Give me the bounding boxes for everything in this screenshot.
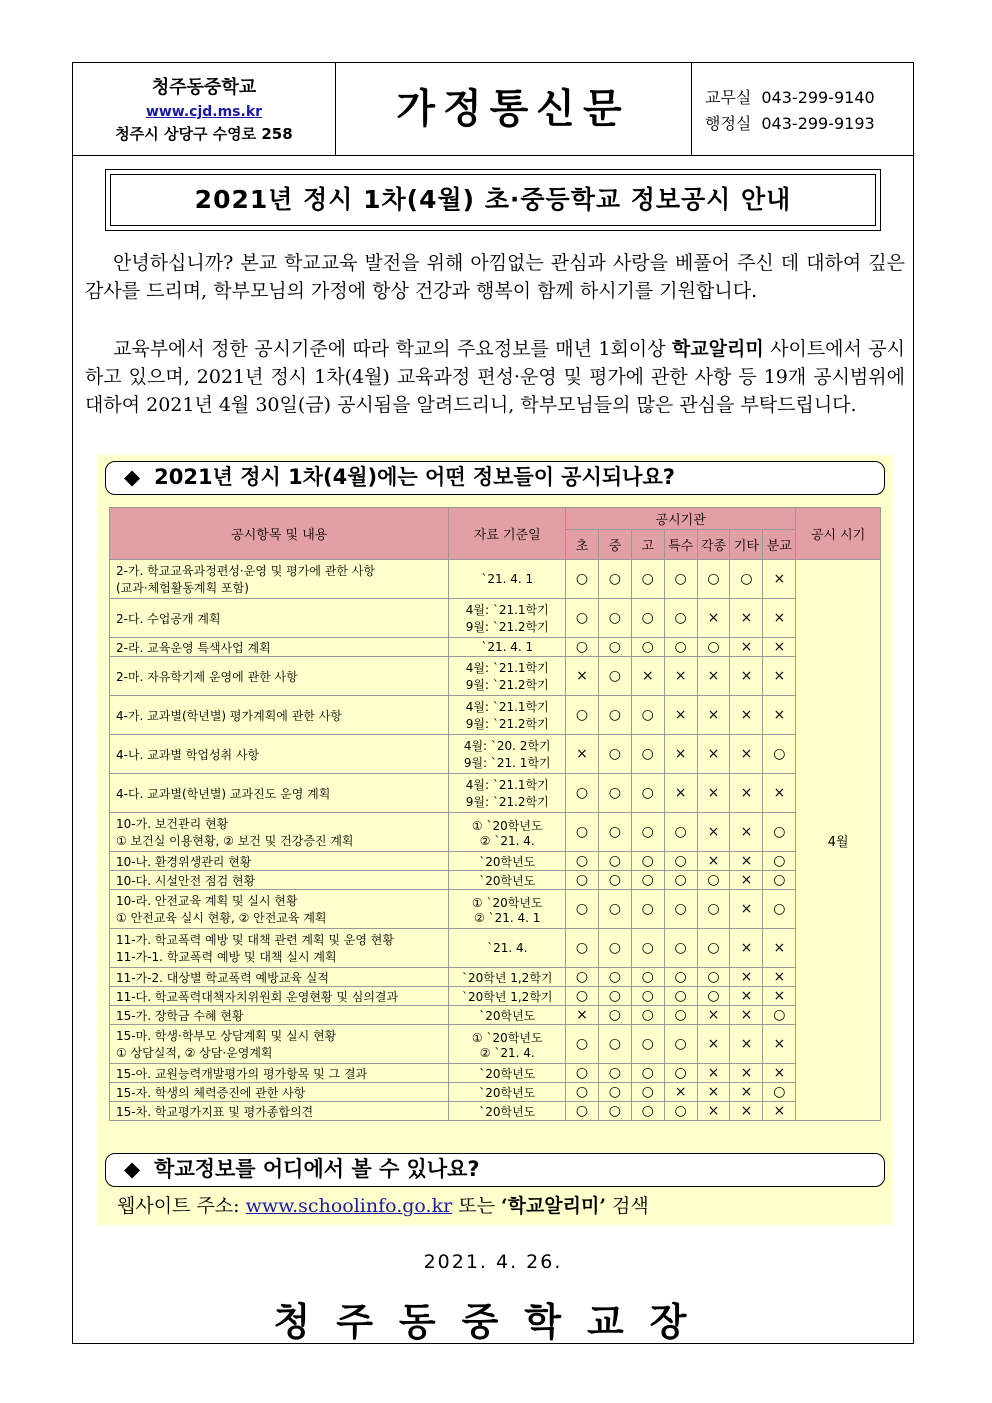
row-date-line: ① `20학년도 — [471, 895, 543, 910]
row-mark: × — [566, 657, 599, 696]
row-mark: ○ — [566, 852, 599, 871]
row-mark: ○ — [631, 890, 664, 929]
row-date-line: ② `21. 4. — [479, 1045, 535, 1060]
row-item-line: 15-자. 학생의 체력증진에 관한 사항 — [116, 1085, 306, 1100]
row-mark: ○ — [566, 1064, 599, 1083]
row-date — [449, 1102, 566, 1121]
row-mark: ○ — [631, 1083, 664, 1102]
issue-date: 2021. 4. 26. — [423, 1251, 563, 1273]
row-mark: ○ — [664, 987, 697, 1006]
greeting-paragraph: 안녕하십니까? 본교 학교교육 발전을 위해 아낌없는 관심과 사랑을 베풀어 주신 데 대하여 깊은 감사를 드리며, 학부모님의 가정에 항상 건강과 행복이 함께 하시기를 기원합니다. — [85, 252, 905, 302]
row-item — [110, 852, 449, 871]
row-mark: ○ — [664, 1025, 697, 1064]
website-suffix: 검색 — [605, 1195, 649, 1217]
website-keyword: ‘학교알리미’ — [500, 1195, 606, 1217]
header-org-6: 분교 — [763, 530, 796, 560]
row-mark: × — [763, 657, 796, 696]
row-mark: ○ — [598, 1102, 631, 1121]
row-mark: × — [730, 1064, 763, 1083]
row-mark: ○ — [664, 560, 697, 599]
disclosure-time: 4월 — [796, 560, 881, 1121]
row-date-line: ② `21. 4. 1 — [474, 910, 541, 925]
info-text-bold: 학교알리미 — [671, 338, 764, 360]
row-mark: × — [664, 696, 697, 735]
row-item-line: 2-가. 학교교육과정편성·운영 및 평가에 관한 사항 — [116, 564, 375, 578]
row-item-line: 15-가. 장학금 수혜 현황 — [116, 1008, 244, 1023]
website-middle: 또는 — [452, 1195, 501, 1217]
row-mark: × — [730, 929, 763, 968]
row-mark: × — [697, 696, 730, 735]
website-prefix: 웹사이트 주소: — [117, 1195, 246, 1217]
row-date-line: `20학년도 — [479, 1085, 536, 1100]
row-mark: ○ — [763, 890, 796, 929]
row-item — [110, 560, 449, 599]
row-mark: × — [730, 871, 763, 890]
info-paragraph — [85, 335, 905, 419]
row-mark: ○ — [763, 1083, 796, 1102]
row-mark: ○ — [598, 696, 631, 735]
row-mark: ○ — [664, 1102, 697, 1121]
row-item — [110, 599, 449, 638]
row-item — [110, 987, 449, 1006]
row-date — [449, 657, 566, 696]
row-mark: × — [763, 560, 796, 599]
header-org-4: 각종 — [697, 530, 730, 560]
row-mark: ○ — [566, 1025, 599, 1064]
table-row — [110, 1064, 881, 1083]
row-mark: × — [730, 735, 763, 774]
table-row — [110, 968, 881, 987]
row-mark: ○ — [763, 735, 796, 774]
row-item-line: 10-나. 환경위생관리 현황 — [116, 854, 252, 869]
row-mark: ○ — [763, 852, 796, 871]
row-date — [449, 929, 566, 968]
row-item — [110, 890, 449, 929]
row-mark: × — [730, 657, 763, 696]
section-heading-1 — [105, 461, 885, 495]
header-org-0: 초 — [566, 530, 599, 560]
row-mark: ○ — [631, 599, 664, 638]
row-mark: ○ — [598, 657, 631, 696]
row-item-line: 10-다. 시설안전 점검 현황 — [116, 873, 256, 888]
header-org: 공시기관 — [566, 508, 796, 530]
row-date — [449, 987, 566, 1006]
row-item-line: (교과·체험활동계획 포함) — [116, 581, 249, 595]
row-mark: × — [664, 735, 697, 774]
row-mark: × — [730, 1006, 763, 1025]
row-mark: ○ — [598, 852, 631, 871]
row-mark: × — [730, 638, 763, 657]
row-mark: × — [730, 599, 763, 638]
row-item-line: 10-라. 안전교육 계획 및 실시 현황 — [116, 894, 298, 908]
header — [73, 63, 913, 156]
row-item-line: 11-다. 학교폭력대책자치위원회 운영현황 및 심의결과 — [116, 989, 399, 1004]
row-item — [110, 696, 449, 735]
row-mark: × — [730, 774, 763, 813]
row-mark: ○ — [566, 929, 599, 968]
row-mark: ○ — [697, 987, 730, 1006]
header-org-2: 고 — [631, 530, 664, 560]
school-name: 청주동중학교 — [151, 77, 257, 98]
row-mark: ○ — [631, 696, 664, 735]
row-mark: ○ — [566, 560, 599, 599]
table-row — [110, 1083, 881, 1102]
row-mark: ○ — [598, 1064, 631, 1083]
row-item — [110, 638, 449, 657]
row-mark: × — [697, 1102, 730, 1121]
row-mark: ○ — [763, 871, 796, 890]
row-date-line: 9월: `21.2학기 — [465, 795, 549, 809]
contact-number: 043-299-9140 — [761, 88, 875, 107]
row-mark: ○ — [598, 871, 631, 890]
row-item — [110, 1102, 449, 1121]
row-mark: × — [697, 735, 730, 774]
row-mark: × — [763, 1025, 796, 1064]
row-mark: ○ — [598, 1083, 631, 1102]
row-mark: ○ — [631, 871, 664, 890]
table-row — [110, 987, 881, 1006]
row-mark: × — [664, 657, 697, 696]
row-mark: ○ — [566, 599, 599, 638]
contact-admin — [705, 111, 875, 134]
row-date-line: `20학년도 — [479, 1066, 536, 1081]
row-date-line: `20학년도 — [479, 873, 536, 888]
row-mark: × — [763, 774, 796, 813]
table-row — [110, 657, 881, 696]
row-mark: ○ — [566, 1083, 599, 1102]
row-date-line: 9월: `21.2학기 — [465, 717, 549, 731]
row-date-line: `20학년도 — [479, 854, 536, 869]
row-mark: ○ — [566, 638, 599, 657]
row-item-line: ① 보건실 이용현황, ② 보건 및 건강증진 계획 — [116, 834, 354, 848]
row-mark: × — [730, 813, 763, 852]
row-mark: ○ — [697, 968, 730, 987]
row-item — [110, 871, 449, 890]
row-mark: ○ — [566, 696, 599, 735]
disclosure-section — [97, 455, 893, 1225]
contact-label: 교무실 — [705, 88, 752, 107]
table-row — [110, 813, 881, 852]
info-text-a: 교육부에서 정한 공시기준에 따라 학교의 주요정보를 매년 1회이상 — [113, 338, 672, 360]
row-date — [449, 871, 566, 890]
table-row — [110, 1025, 881, 1064]
row-mark: ○ — [631, 1025, 664, 1064]
diamond-icon: ◆ — [124, 465, 141, 489]
row-item — [110, 1025, 449, 1064]
contact-office — [705, 85, 875, 108]
header-org-3: 특수 — [664, 530, 697, 560]
contact-info — [691, 63, 913, 155]
row-mark: × — [566, 735, 599, 774]
header-time: 공시 시기 — [796, 508, 881, 560]
row-mark: ○ — [730, 560, 763, 599]
row-mark: ○ — [566, 813, 599, 852]
row-mark: ○ — [664, 1064, 697, 1083]
row-date — [449, 638, 566, 657]
row-mark: × — [730, 1083, 763, 1102]
row-mark: × — [730, 696, 763, 735]
row-date — [449, 1064, 566, 1083]
row-mark: ○ — [598, 1025, 631, 1064]
row-date — [449, 774, 566, 813]
row-date — [449, 1006, 566, 1025]
table-row — [110, 929, 881, 968]
row-mark: ○ — [697, 560, 730, 599]
row-date-line: `20학년도 — [479, 1104, 536, 1119]
row-mark: ○ — [598, 813, 631, 852]
row-mark: ○ — [763, 813, 796, 852]
row-mark: ○ — [631, 929, 664, 968]
row-date-line: `20학년 1,2학기 — [461, 970, 553, 985]
row-date-line: 4월: `21.1학기 — [465, 700, 549, 714]
row-mark: × — [763, 1102, 796, 1121]
row-mark: × — [730, 1025, 763, 1064]
row-item-line: 10-가. 보건관리 현황 — [116, 817, 229, 831]
row-mark: ○ — [598, 560, 631, 599]
row-mark: ○ — [566, 968, 599, 987]
notice-title: 2021년 정시 1차(4월) 초·중등학교 정보공시 안내 — [110, 174, 876, 226]
row-date — [449, 813, 566, 852]
row-date — [449, 599, 566, 638]
row-mark: ○ — [664, 852, 697, 871]
info-text-b: 사이트에서 공시하고 있으며, 2021년 정시 1차(4월) 교육과정 편성·운영 및 평가에 관한 사항 등 19개 공시범위에 대하여 2021년 4월 30일(금) 공시됨을 알려드리니, 학부모님들의 많은 관심을 부탁드립니다. — [85, 338, 905, 416]
table-row — [110, 599, 881, 638]
header-org-5: 기타 — [730, 530, 763, 560]
section-heading-text: 2021년 정시 1차(4월)에는 어떤 정보들이 공시되나요? — [154, 465, 675, 489]
row-mark: × — [763, 638, 796, 657]
row-item-line: 4-다. 교과별(학년별) 교과진도 운영 계획 — [116, 786, 331, 801]
school-info — [73, 63, 336, 155]
row-mark: × — [697, 813, 730, 852]
row-mark: × — [763, 599, 796, 638]
row-mark: ○ — [664, 890, 697, 929]
row-mark: × — [730, 852, 763, 871]
row-item-line: 15-마. 학생·학부모 상담계획 및 실시 현황 — [116, 1029, 337, 1043]
row-mark: ○ — [598, 968, 631, 987]
row-mark: ○ — [664, 813, 697, 852]
header-org-1: 중 — [598, 530, 631, 560]
row-mark: ○ — [631, 560, 664, 599]
row-mark: ○ — [598, 599, 631, 638]
row-mark: ○ — [631, 638, 664, 657]
table-row — [110, 735, 881, 774]
row-item-line: ① 상담실적, ② 상담·운영계획 — [116, 1046, 273, 1060]
row-mark: × — [697, 1083, 730, 1102]
row-item — [110, 1064, 449, 1083]
row-item-line: 11-가. 학교폭력 예방 및 대책 관련 계획 및 운영 현황 — [116, 933, 394, 947]
row-mark: ○ — [664, 599, 697, 638]
row-mark: ○ — [664, 968, 697, 987]
row-date-line: `21. 4. 1 — [481, 572, 534, 586]
contact-number: 043-299-9193 — [761, 114, 875, 133]
row-mark: ○ — [598, 638, 631, 657]
row-mark: × — [697, 1025, 730, 1064]
row-date-line: ② `21. 4. — [479, 833, 535, 848]
row-item — [110, 774, 449, 813]
row-mark: ○ — [598, 774, 631, 813]
row-mark: ○ — [631, 774, 664, 813]
row-date-line: 4월: `21.1학기 — [465, 661, 549, 675]
row-mark: × — [664, 1083, 697, 1102]
disclosure-table — [109, 507, 881, 1121]
signature: 청주동중학교장 — [273, 1300, 713, 1344]
table-row — [110, 638, 881, 657]
row-mark: ○ — [697, 890, 730, 929]
row-mark: ○ — [697, 929, 730, 968]
row-mark: × — [697, 852, 730, 871]
table-row — [110, 852, 881, 871]
document-title: 가정통신문 — [335, 63, 692, 155]
row-mark: ○ — [566, 1102, 599, 1121]
row-mark: × — [697, 599, 730, 638]
row-mark: × — [697, 774, 730, 813]
row-date — [449, 852, 566, 871]
table-row — [110, 890, 881, 929]
table-row — [110, 696, 881, 735]
row-item-line: 2-마. 자유학기제 운영에 관한 사항 — [116, 669, 298, 684]
contact-label: 행정실 — [705, 114, 752, 133]
row-item-line: 11-가-2. 대상별 학교폭력 예방교육 실적 — [116, 970, 329, 985]
row-date-line: ① `20학년도 — [471, 1030, 543, 1045]
row-mark: × — [763, 696, 796, 735]
notice-title-box — [105, 169, 881, 231]
row-mark: ○ — [631, 735, 664, 774]
row-date — [449, 1025, 566, 1064]
row-mark: × — [730, 987, 763, 1006]
row-mark: × — [664, 774, 697, 813]
website-line — [117, 1191, 649, 1218]
row-mark: × — [763, 987, 796, 1006]
row-mark: ○ — [631, 1064, 664, 1083]
row-item-line: 15-차. 학교평가지표 및 평가종합의견 — [116, 1104, 314, 1119]
section-heading-2 — [105, 1153, 885, 1187]
row-mark: × — [697, 1064, 730, 1083]
header-date: 자료 기준일 — [449, 508, 566, 560]
row-date-line: `21. 4. — [487, 941, 528, 955]
row-item — [110, 735, 449, 774]
row-item-line: 2-다. 수업공개 계획 — [116, 611, 221, 626]
row-date-line: `20학년도 — [479, 1008, 536, 1023]
row-mark: × — [730, 968, 763, 987]
row-mark: ○ — [598, 1006, 631, 1025]
school-url-link[interactable]: www.cjd.ms.kr — [145, 104, 263, 120]
row-mark: ○ — [631, 987, 664, 1006]
row-mark: ○ — [566, 890, 599, 929]
row-mark: × — [763, 1064, 796, 1083]
row-date-line: `21. 4. 1 — [481, 640, 534, 654]
table-row — [110, 774, 881, 813]
row-mark: ○ — [566, 871, 599, 890]
row-date — [449, 968, 566, 987]
row-mark: ○ — [598, 929, 631, 968]
row-mark: ○ — [664, 638, 697, 657]
row-mark: ○ — [566, 987, 599, 1006]
row-item-line: 2-라. 교육운영 특색사업 계획 — [116, 640, 271, 655]
row-mark: × — [763, 968, 796, 987]
row-date-line: ① `20학년도 — [471, 818, 543, 833]
row-mark: ○ — [566, 774, 599, 813]
notice-page — [72, 62, 914, 1344]
row-date-line: 4월: `21.1학기 — [465, 778, 549, 792]
row-mark: ○ — [664, 871, 697, 890]
row-date-line: 9월: `21.2학기 — [465, 678, 549, 692]
row-mark: × — [631, 657, 664, 696]
row-mark: ○ — [697, 638, 730, 657]
table-row — [110, 1006, 881, 1025]
row-item — [110, 968, 449, 987]
table-row — [110, 560, 881, 599]
row-mark: ○ — [598, 987, 631, 1006]
row-date-line: 4월: `20. 2학기 — [463, 739, 551, 753]
row-date — [449, 890, 566, 929]
row-mark: ○ — [631, 1102, 664, 1121]
row-mark: × — [730, 1102, 763, 1121]
table-row — [110, 1102, 881, 1121]
row-item — [110, 813, 449, 852]
row-mark: ○ — [631, 813, 664, 852]
row-mark: × — [763, 929, 796, 968]
row-mark: ○ — [598, 735, 631, 774]
row-mark: ○ — [598, 890, 631, 929]
row-mark: × — [697, 657, 730, 696]
row-mark: ○ — [664, 1006, 697, 1025]
row-item — [110, 657, 449, 696]
row-mark: × — [566, 1006, 599, 1025]
row-mark: × — [730, 890, 763, 929]
row-item-line: 15-아. 교원능력개발평가의 평가항목 및 그 결과 — [116, 1066, 368, 1081]
row-date — [449, 560, 566, 599]
table-row — [110, 871, 881, 890]
row-item — [110, 1006, 449, 1025]
row-mark: ○ — [763, 1006, 796, 1025]
row-item-line: ① 안전교육 실시 현황, ② 안전교육 계획 — [116, 911, 327, 925]
row-item — [110, 929, 449, 968]
row-mark: ○ — [697, 871, 730, 890]
row-date-line: 9월: `21.2학기 — [465, 620, 549, 634]
row-mark: ○ — [631, 852, 664, 871]
row-mark: ○ — [631, 1006, 664, 1025]
row-date-line: 9월: `21. 1학기 — [463, 756, 551, 770]
row-item-line: 4-나. 교과별 학업성취 사항 — [116, 747, 260, 762]
row-date-line: 4월: `21.1학기 — [465, 603, 549, 617]
row-item-line: 4-가. 교과별(학년별) 평가계획에 관한 사항 — [116, 708, 342, 723]
section-heading-text: 학교정보를 어디에서 볼 수 있나요? — [154, 1157, 480, 1181]
schoolinfo-link[interactable]: www.schoolinfo.go.kr — [245, 1195, 453, 1217]
row-mark: × — [697, 1006, 730, 1025]
row-date-line: `20학년 1,2학기 — [461, 989, 553, 1004]
row-date — [449, 696, 566, 735]
row-mark: ○ — [664, 929, 697, 968]
row-item — [110, 1083, 449, 1102]
school-address: 청주시 상당구 수영로 258 — [115, 125, 293, 143]
row-mark: ○ — [631, 968, 664, 987]
row-date — [449, 1083, 566, 1102]
row-date — [449, 735, 566, 774]
row-item-line: 11-가-1. 학교폭력 예방 및 대책 실시 계획 — [116, 950, 337, 964]
header-item: 공시항목 및 내용 — [110, 508, 449, 560]
diamond-icon: ◆ — [124, 1157, 141, 1181]
